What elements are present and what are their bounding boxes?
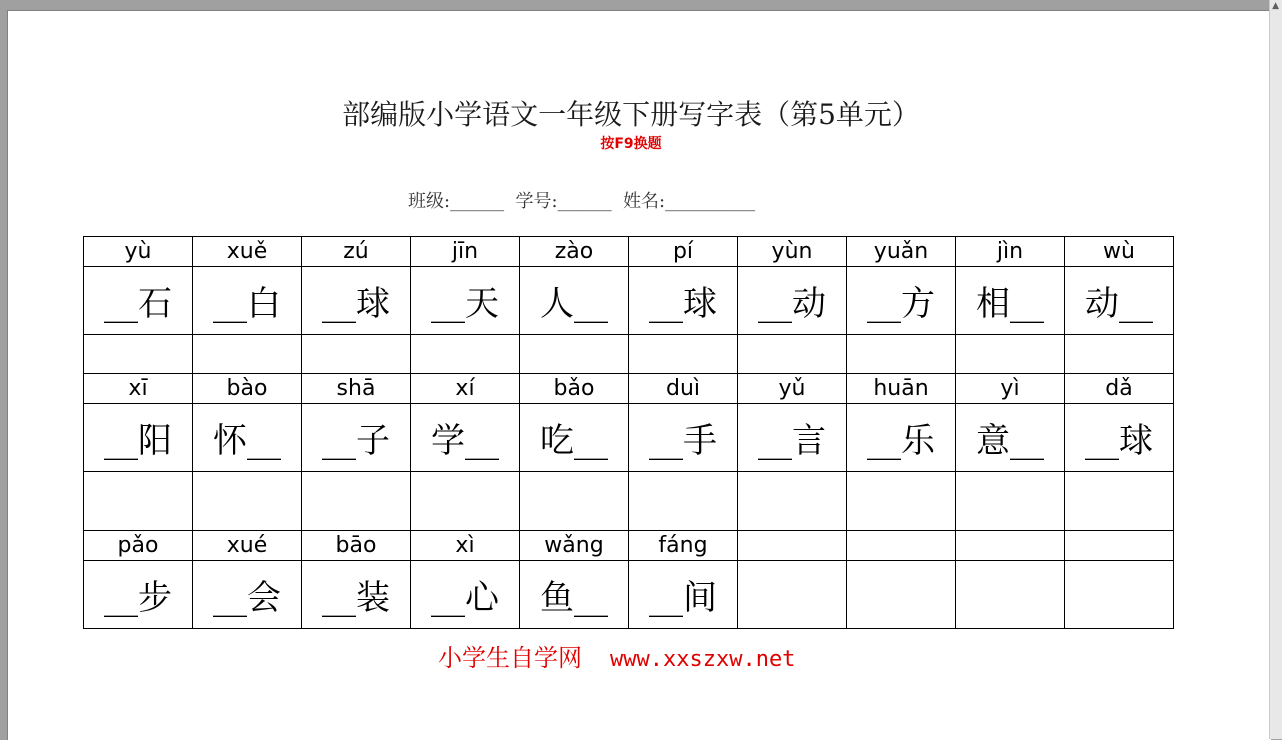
- word-cell: __乐: [847, 404, 956, 472]
- word-row: [84, 267, 1174, 335]
- word-cell: 吃__: [520, 404, 629, 472]
- word-cell: __石: [84, 267, 193, 335]
- word-cell: __手: [629, 404, 738, 472]
- pinyin-row: [84, 374, 1174, 404]
- word-cell: __子: [302, 404, 411, 472]
- pinyin-cell: [956, 531, 1065, 561]
- pinyin-cell: xì: [411, 531, 520, 561]
- pinyin-cell: zú: [302, 237, 411, 267]
- answer-cell[interactable]: [847, 335, 956, 374]
- site-name: 小学生自学网: [438, 644, 582, 672]
- pinyin-cell: yì: [956, 374, 1065, 404]
- answer-cell[interactable]: [193, 472, 302, 531]
- answer-cell[interactable]: [302, 472, 411, 531]
- pinyin-cell: bǎo: [520, 374, 629, 404]
- pinyin-cell: xué: [193, 531, 302, 561]
- pinyin-cell: yù: [84, 237, 193, 267]
- word-cell: 学__: [411, 404, 520, 472]
- word-cell: 意__: [956, 404, 1065, 472]
- footer-branding: [438, 638, 795, 673]
- answer-cell[interactable]: [302, 335, 411, 374]
- word-row: [84, 404, 1174, 472]
- word-cell: __言: [738, 404, 847, 472]
- scroll-up-arrow-icon[interactable]: ▲: [1272, 1, 1279, 11]
- pinyin-row: [84, 237, 1174, 267]
- pinyin-cell: xí: [411, 374, 520, 404]
- word-cell: 鱼__: [520, 561, 629, 629]
- refresh-hint: 按F9换题: [600, 136, 662, 152]
- pinyin-cell: yùn: [738, 237, 847, 267]
- pinyin-cell: jīn: [411, 237, 520, 267]
- pinyin-cell: duì: [629, 374, 738, 404]
- answer-row: [84, 472, 1174, 531]
- pinyin-cell: xuě: [193, 237, 302, 267]
- pinyin-row: [84, 531, 1174, 561]
- word-cell: 动__: [1065, 267, 1174, 335]
- page-title: 部编版小学语文一年级下册写字表（第5单元）: [342, 98, 920, 131]
- word-cell: __心: [411, 561, 520, 629]
- site-url-link[interactable]: www.xxszxw.net: [610, 647, 796, 672]
- word-cell: __动: [738, 267, 847, 335]
- answer-row: [84, 335, 1174, 374]
- word-cell: __白: [193, 267, 302, 335]
- pinyin-cell: wù: [1065, 237, 1174, 267]
- pinyin-cell: [847, 531, 956, 561]
- word-cell: 人__: [520, 267, 629, 335]
- answer-cell[interactable]: [411, 472, 520, 531]
- answer-cell[interactable]: [738, 472, 847, 531]
- word-cell: [956, 561, 1065, 629]
- pinyin-cell: yǔ: [738, 374, 847, 404]
- pinyin-cell: wǎng: [520, 531, 629, 561]
- word-cell: __步: [84, 561, 193, 629]
- worksheet-page: [7, 10, 1271, 740]
- pinyin-cell: huān: [847, 374, 956, 404]
- answer-cell[interactable]: [956, 335, 1065, 374]
- answer-cell[interactable]: [84, 335, 193, 374]
- answer-cell[interactable]: [1065, 472, 1174, 531]
- answer-cell[interactable]: [1065, 335, 1174, 374]
- pinyin-cell: fáng: [629, 531, 738, 561]
- pinyin-cell: dǎ: [1065, 374, 1174, 404]
- writing-grid: [83, 236, 1174, 629]
- answer-cell[interactable]: [847, 472, 956, 531]
- word-cell: __间: [629, 561, 738, 629]
- pinyin-cell: pí: [629, 237, 738, 267]
- word-cell: __天: [411, 267, 520, 335]
- word-cell: __球: [1065, 404, 1174, 472]
- word-cell: 相__: [956, 267, 1065, 335]
- answer-cell[interactable]: [629, 335, 738, 374]
- pinyin-cell: [738, 531, 847, 561]
- answer-cell[interactable]: [411, 335, 520, 374]
- word-cell: __方: [847, 267, 956, 335]
- word-cell: __球: [302, 267, 411, 335]
- pinyin-cell: yuǎn: [847, 237, 956, 267]
- pinyin-cell: zào: [520, 237, 629, 267]
- word-cell: [1065, 561, 1174, 629]
- answer-cell[interactable]: [520, 472, 629, 531]
- answer-cell[interactable]: [956, 472, 1065, 531]
- pinyin-cell: bāo: [302, 531, 411, 561]
- word-cell: __会: [193, 561, 302, 629]
- student-info-line: 班级:______ 学号:______ 姓名:__________: [408, 191, 756, 212]
- answer-cell[interactable]: [738, 335, 847, 374]
- word-cell: [847, 561, 956, 629]
- pinyin-cell: jìn: [956, 237, 1065, 267]
- answer-cell[interactable]: [193, 335, 302, 374]
- word-cell: [738, 561, 847, 629]
- pinyin-cell: shā: [302, 374, 411, 404]
- word-cell: 怀__: [193, 404, 302, 472]
- answer-cell[interactable]: [520, 335, 629, 374]
- pinyin-cell: xī: [84, 374, 193, 404]
- answer-cell[interactable]: [84, 472, 193, 531]
- pinyin-cell: [1065, 531, 1174, 561]
- word-cell: __球: [629, 267, 738, 335]
- answer-cell[interactable]: [629, 472, 738, 531]
- word-cell: __阳: [84, 404, 193, 472]
- word-cell: __装: [302, 561, 411, 629]
- word-row: [84, 561, 1174, 629]
- vertical-scrollbar[interactable]: [1269, 0, 1282, 739]
- pinyin-cell: pǎo: [84, 531, 193, 561]
- pinyin-cell: bào: [193, 374, 302, 404]
